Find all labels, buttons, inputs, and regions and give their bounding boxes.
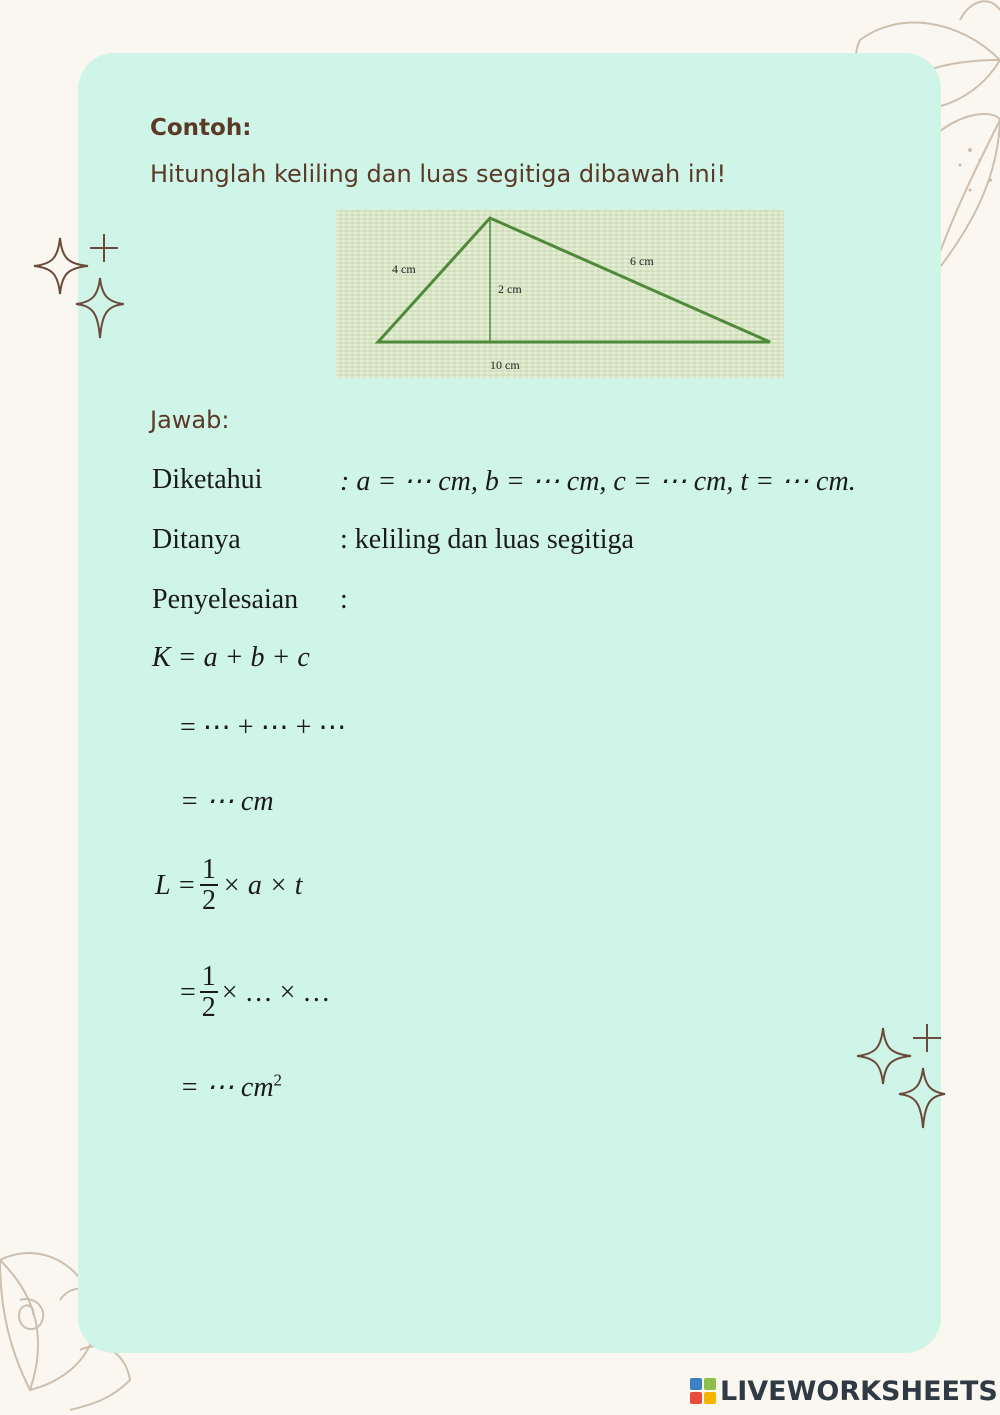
question-text: Hitunglah keliling dan luas segitiga dibawah ini!	[150, 160, 727, 188]
area-formula	[155, 855, 303, 917]
example-heading: Contoh:	[150, 115, 252, 141]
area-step-1-rhs: × … × …	[221, 977, 331, 1009]
area-lhs: L =	[155, 870, 196, 902]
perimeter-step-2: = ⋯ cm	[180, 786, 274, 817]
triangle-figure	[336, 210, 784, 378]
area-step-1-fraction	[200, 962, 218, 1024]
perimeter-step-1: = ⋯ + ⋯ + ⋯	[180, 712, 347, 743]
answer-label: Jawab:	[150, 406, 230, 434]
logo-text: LIVEWORKSHEETS	[720, 1375, 998, 1407]
liveworksheets-logo-icon	[690, 1378, 716, 1404]
triangle-diagram	[336, 210, 784, 378]
area-step-2-exponent: 2	[273, 1070, 283, 1090]
area-rhs: × a × t	[221, 870, 303, 902]
solution-colon: :	[340, 584, 348, 615]
fraction-denominator: 2	[201, 992, 216, 1024]
area-step-1	[180, 962, 330, 1024]
area-step-2-text: = ⋯ cm	[180, 1072, 274, 1103]
known-label: Diketahui	[152, 464, 263, 495]
asked-value: : keliling dan luas segitiga	[340, 524, 634, 555]
base-label: 10 cm	[490, 358, 520, 372]
area-fraction	[200, 855, 218, 917]
known-value: : a = ⋯ cm, b = ⋯ cm, c = ⋯ cm, t = ⋯ cm.	[340, 466, 856, 497]
fraction-numerator: 1	[201, 961, 216, 992]
fraction-denominator: 2	[201, 885, 216, 917]
area-step-1-lhs: =	[180, 977, 196, 1009]
sparkle-icon	[32, 232, 124, 342]
height-label: 2 cm	[498, 282, 522, 296]
asked-label: Ditanya	[152, 524, 241, 555]
perimeter-formula: K = a + b + c	[152, 642, 310, 673]
fraction-numerator: 1	[201, 854, 216, 885]
solution-label: Penyelesaian	[152, 584, 299, 615]
triangle-shape	[378, 218, 770, 342]
side-left-label: 4 cm	[392, 262, 416, 276]
liveworksheets-logo[interactable]	[690, 1374, 998, 1408]
area-step-2	[180, 1070, 282, 1104]
side-right-label: 6 cm	[630, 254, 654, 268]
sparkle-icon	[855, 1022, 947, 1132]
